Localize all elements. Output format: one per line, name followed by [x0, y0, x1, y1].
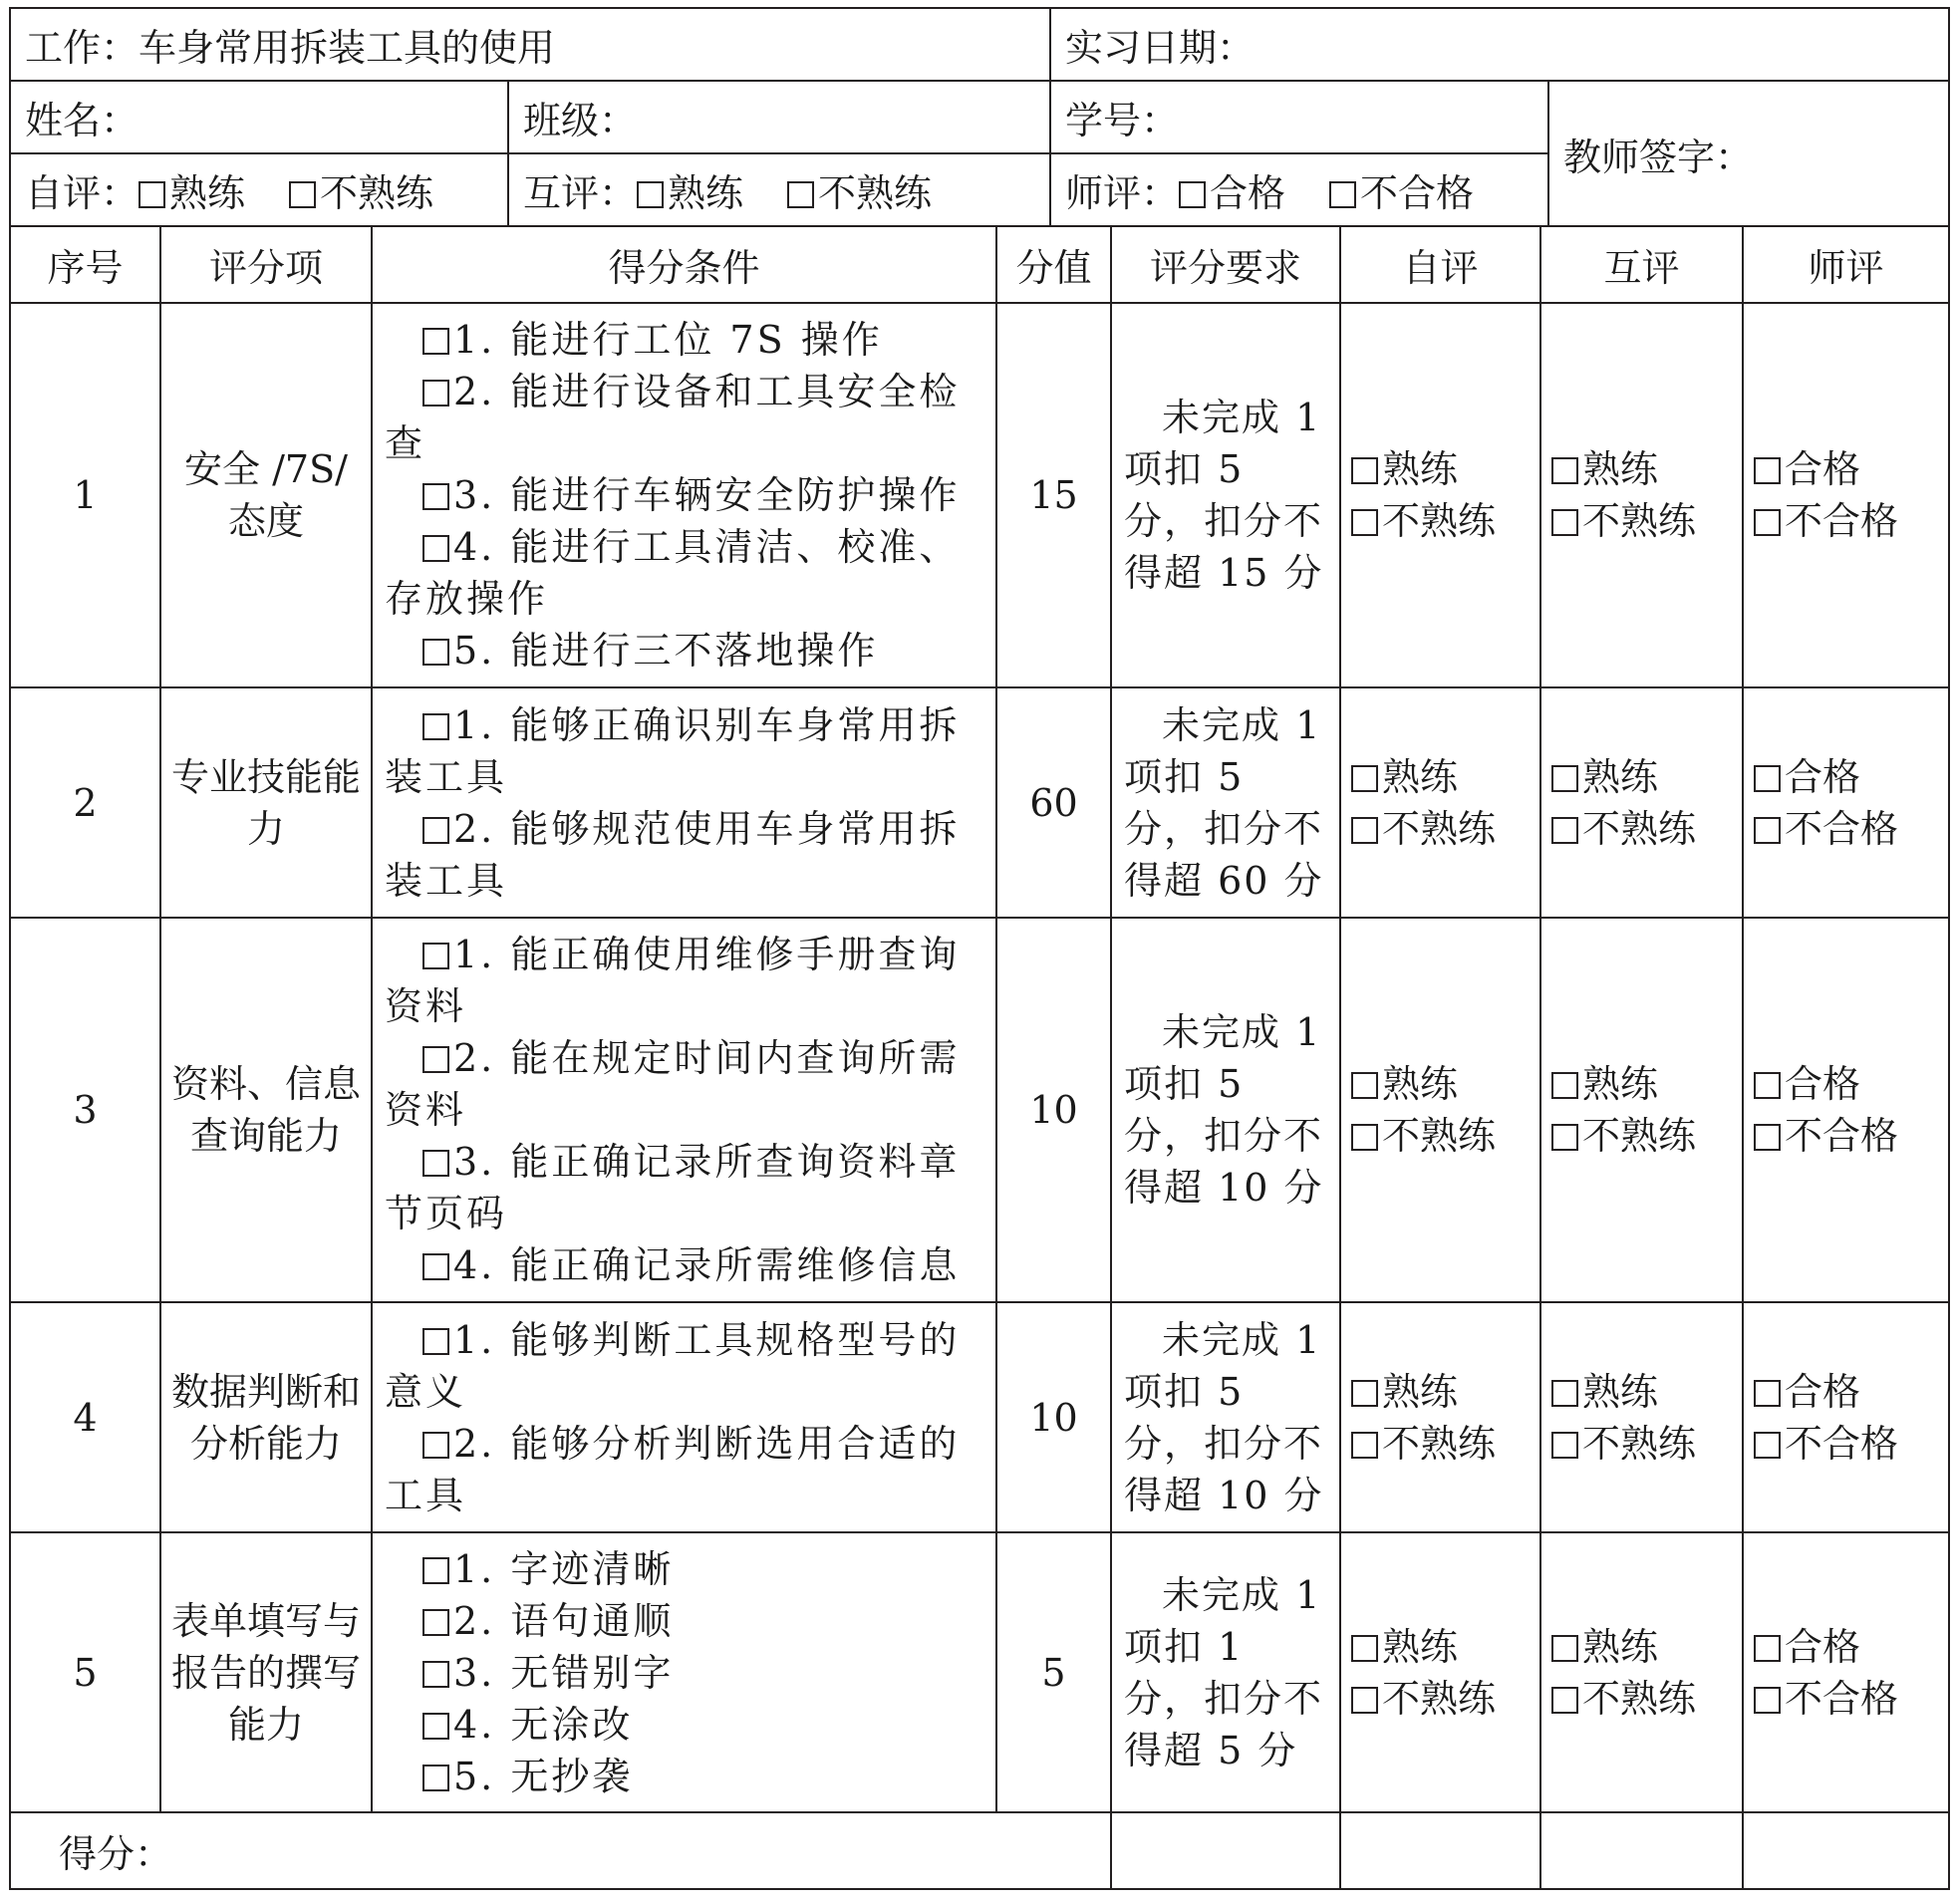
table-header-row [10, 226, 1949, 303]
table-row [10, 687, 1949, 918]
self-eval-option-unskilled [1351, 803, 1539, 855]
self-eval-cell [1340, 303, 1540, 687]
self-eval-summary [10, 153, 508, 226]
self-eval-label: 自评： [25, 171, 140, 215]
total-teacher-cell[interactable] [1743, 1812, 1949, 1889]
table-row [10, 1532, 1949, 1812]
teacher-eval-fail-checkbox[interactable] [1329, 181, 1356, 208]
condition-text: 2. 能在规定时间内查询所需资料 [385, 1036, 961, 1132]
teacher-eval-option-fail [1754, 495, 1948, 547]
self-eval-unskilled-checkbox[interactable] [1351, 509, 1378, 536]
grading-table [9, 225, 1950, 1890]
peer-eval-cell [1540, 687, 1743, 918]
skilled-label: 熟练 [1382, 1369, 1459, 1414]
fail-label: 不合格 [1785, 806, 1899, 851]
score-value: 5 [996, 1532, 1111, 1812]
teacher-signature-field[interactable]: 教师签字： [1548, 81, 1949, 226]
info-header-table [9, 7, 1950, 227]
condition-item [385, 1543, 985, 1595]
self-eval-option-skilled [1351, 751, 1539, 803]
condition-text: 4. 无涂改 [453, 1702, 634, 1747]
condition-item [385, 803, 985, 907]
condition-checkbox[interactable] [422, 1328, 449, 1355]
condition-text: 2. 能够规范使用车身常用拆装工具 [385, 806, 961, 903]
condition-checkbox[interactable] [422, 713, 449, 740]
peer-eval-unskilled-checkbox[interactable] [1551, 1432, 1578, 1459]
peer-eval-cell [1540, 1532, 1743, 1812]
row-number: 3 [10, 918, 160, 1302]
condition-checkbox[interactable] [422, 380, 449, 407]
self-eval-cell [1340, 918, 1540, 1302]
condition-text: 1. 字迹清晰 [453, 1546, 675, 1591]
self-eval-option-skilled [1351, 1058, 1539, 1110]
fail-label: 不合格 [1785, 1676, 1899, 1721]
unskilled-label: 不熟练 [320, 171, 434, 215]
condition-item [385, 1239, 985, 1291]
teacher-eval-fail-checkbox[interactable] [1754, 1687, 1781, 1714]
condition-item [385, 1699, 985, 1751]
conditions-cell [372, 918, 996, 1302]
peer-eval-unskilled-checkbox[interactable] [1551, 817, 1578, 844]
requirement-text: 未完成 1 项扣 5 分，扣分不得超 10 分 [1124, 1317, 1324, 1517]
unskilled-label: 不熟练 [818, 171, 933, 215]
teacher-eval-option-pass [1754, 1366, 1948, 1418]
unskilled-label: 不熟练 [1382, 1676, 1497, 1721]
peer-eval-skilled-checkbox[interactable] [1551, 457, 1578, 484]
condition-text: 3. 能进行车辆安全防护操作 [453, 473, 961, 517]
teacher-eval-fail-checkbox[interactable] [1754, 1432, 1781, 1459]
score-value: 60 [996, 687, 1111, 918]
peer-eval-unskilled-checkbox[interactable] [787, 181, 814, 208]
condition-checkbox[interactable] [422, 1046, 449, 1073]
condition-checkbox[interactable] [422, 535, 449, 562]
requirement-text: 未完成 1 项扣 5 分，扣分不得超 10 分 [1124, 1010, 1324, 1210]
teacher-eval-cell [1743, 687, 1949, 918]
unskilled-label: 不熟练 [1382, 1114, 1497, 1158]
condition-item [385, 469, 985, 521]
condition-text: 2. 能进行设备和工具安全检查 [385, 370, 961, 465]
skilled-label: 熟练 [1582, 447, 1659, 491]
peer-eval-option-unskilled [1551, 1110, 1742, 1162]
row-number: 5 [10, 1532, 160, 1812]
peer-eval-option-skilled [1551, 1058, 1742, 1110]
peer-eval-cell [1540, 918, 1743, 1302]
peer-eval-label: 互评： [523, 171, 638, 215]
teacher-eval-option-fail [1754, 1418, 1948, 1470]
teacher-eval-option-fail [1754, 1110, 1948, 1162]
condition-item [385, 1751, 985, 1802]
condition-text: 4. 能正确记录所需维修信息 [453, 1243, 961, 1287]
condition-text: 4. 能进行工具清洁、校准、存放操作 [385, 525, 961, 621]
self-eval-option-skilled [1351, 1621, 1539, 1673]
teacher-eval-fail-checkbox[interactable] [1754, 509, 1781, 536]
condition-text: 1. 能进行工位 7S 操作 [453, 318, 883, 362]
pass-label: 合格 [1785, 754, 1861, 799]
teacher-eval-cell [1743, 1302, 1949, 1532]
peer-eval-unskilled-checkbox[interactable] [1551, 509, 1578, 536]
practice-date-field[interactable]: 实习日期： [1050, 8, 1949, 81]
teacher-eval-pass-checkbox[interactable] [1754, 1072, 1781, 1099]
requirement-text: 未完成 1 项扣 1 分，扣分不得超 5 分 [1124, 1572, 1324, 1772]
requirement-cell [1111, 1532, 1340, 1812]
table-row [10, 303, 1949, 687]
scoring-item: 专业技能能力 [160, 687, 372, 918]
total-row [10, 1812, 1949, 1889]
fail-label: 不合格 [1785, 1114, 1899, 1158]
self-eval-cell [1340, 687, 1540, 918]
skilled-label: 熟练 [668, 171, 744, 215]
self-eval-skilled-checkbox[interactable] [1351, 457, 1378, 484]
peer-eval-cell [1540, 303, 1743, 687]
unskilled-label: 不熟练 [1382, 1421, 1497, 1466]
peer-eval-unskilled-checkbox[interactable] [1551, 1687, 1578, 1714]
peer-eval-option-skilled [1551, 1366, 1742, 1418]
fail-label: 不合格 [1785, 499, 1899, 543]
teacher-eval-summary [1050, 153, 1548, 226]
condition-item [385, 521, 985, 625]
column-header: 序号 [10, 226, 160, 303]
teacher-eval-pass-checkbox[interactable] [1754, 457, 1781, 484]
requirement-cell [1111, 1302, 1340, 1532]
column-header: 师评 [1743, 226, 1949, 303]
self-eval-option-skilled [1351, 443, 1539, 495]
column-header: 得分条件 [372, 226, 996, 303]
condition-item [385, 1647, 985, 1699]
condition-text: 1. 能够正确识别车身常用拆装工具 [385, 702, 961, 799]
self-eval-unskilled-checkbox[interactable] [1351, 1432, 1378, 1459]
self-eval-cell [1340, 1302, 1540, 1532]
condition-text: 3. 无错别字 [453, 1650, 675, 1695]
condition-item [385, 1418, 985, 1521]
score-value: 10 [996, 918, 1111, 1302]
peer-eval-option-unskilled [1551, 495, 1742, 547]
requirement-text: 未完成 1 项扣 5 分，扣分不得超 60 分 [1124, 702, 1324, 903]
requirement-cell [1111, 918, 1340, 1302]
conditions-cell [372, 687, 996, 918]
total-score-field[interactable]: 得分： [10, 1812, 1111, 1889]
fail-label: 不合格 [1360, 171, 1475, 215]
self-eval-option-unskilled [1351, 495, 1539, 547]
total-requirement-cell [1111, 1812, 1340, 1889]
unskilled-label: 不熟练 [1382, 806, 1497, 851]
condition-checkbox[interactable] [422, 1150, 449, 1177]
skilled-label: 熟练 [1582, 1062, 1659, 1106]
requirement-text: 未完成 1 项扣 5 分，扣分不得超 15 分 [1124, 396, 1324, 595]
condition-checkbox[interactable] [422, 1432, 449, 1459]
teacher-eval-label: 师评： [1065, 171, 1180, 215]
teacher-eval-option-fail [1754, 1673, 1948, 1725]
peer-eval-cell [1540, 1302, 1743, 1532]
pass-label: 合格 [1785, 447, 1861, 491]
teacher-eval-pass-checkbox[interactable] [1754, 1380, 1781, 1407]
self-eval-option-unskilled [1351, 1673, 1539, 1725]
peer-eval-unskilled-checkbox[interactable] [1551, 1124, 1578, 1151]
self-eval-unskilled-checkbox[interactable] [1351, 817, 1378, 844]
teacher-eval-option-pass [1754, 443, 1948, 495]
peer-eval-option-skilled [1551, 443, 1742, 495]
unskilled-label: 不熟练 [1382, 499, 1497, 543]
self-eval-option-unskilled [1351, 1110, 1539, 1162]
row-number: 4 [10, 1302, 160, 1532]
requirement-cell [1111, 303, 1340, 687]
unskilled-label: 不熟练 [1582, 806, 1697, 851]
condition-text: 1. 能正确使用维修手册查询资料 [385, 933, 961, 1028]
teacher-eval-pass-checkbox[interactable] [1754, 765, 1781, 792]
condition-item [385, 1136, 985, 1239]
conditions-cell [372, 1302, 996, 1532]
self-eval-unskilled-checkbox[interactable] [1351, 1687, 1378, 1714]
column-header: 自评 [1340, 226, 1540, 303]
requirement-cell [1111, 687, 1340, 918]
class-field[interactable]: 班级： [508, 81, 1050, 153]
condition-text: 2. 能够分析判断选用合适的工具 [385, 1421, 961, 1517]
pass-label: 合格 [1210, 171, 1286, 215]
peer-eval-skilled-checkbox[interactable] [1551, 765, 1578, 792]
condition-text: 1. 能够判断工具规格型号的意义 [385, 1317, 961, 1414]
skilled-label: 熟练 [1582, 1369, 1659, 1414]
student-id-field[interactable]: 学号： [1050, 81, 1548, 153]
peer-eval-skilled-checkbox[interactable] [637, 181, 664, 208]
unskilled-label: 不熟练 [1582, 1676, 1697, 1721]
work-title: 工作：车身常用拆装工具的使用 [10, 8, 1050, 81]
condition-item [385, 929, 985, 1032]
peer-eval-option-unskilled [1551, 803, 1742, 855]
condition-checkbox[interactable] [422, 483, 449, 510]
skilled-label: 熟练 [1582, 754, 1659, 799]
teacher-eval-pass-checkbox[interactable] [1754, 1635, 1781, 1662]
teacher-eval-option-pass [1754, 1621, 1948, 1673]
self-eval-option-skilled [1351, 1366, 1539, 1418]
peer-eval-skilled-checkbox[interactable] [1551, 1072, 1578, 1099]
condition-checkbox[interactable] [422, 1661, 449, 1688]
condition-item [385, 314, 985, 366]
column-header: 评分项 [160, 226, 372, 303]
teacher-eval-option-pass [1754, 751, 1948, 803]
total-peer-cell[interactable] [1540, 1812, 1743, 1889]
condition-item [385, 699, 985, 803]
peer-eval-skilled-checkbox[interactable] [1551, 1635, 1578, 1662]
pass-label: 合格 [1785, 1062, 1861, 1106]
column-header: 评分要求 [1111, 226, 1340, 303]
teacher-eval-cell [1743, 1532, 1949, 1812]
column-header: 分值 [996, 226, 1111, 303]
conditions-cell [372, 1532, 996, 1812]
teacher-eval-fail-checkbox[interactable] [1754, 1124, 1781, 1151]
condition-checkbox[interactable] [422, 1253, 449, 1280]
table-row [10, 918, 1949, 1302]
peer-eval-skilled-checkbox[interactable] [1551, 1380, 1578, 1407]
teacher-eval-cell [1743, 303, 1949, 687]
condition-item [385, 1595, 985, 1647]
scoring-item: 表单填写与报告的撰写能力 [160, 1532, 372, 1812]
self-eval-skilled-checkbox[interactable] [1351, 765, 1378, 792]
column-header: 互评 [1540, 226, 1743, 303]
skilled-label: 熟练 [169, 171, 246, 215]
condition-checkbox[interactable] [422, 1557, 449, 1584]
condition-text: 5. 能进行三不落地操作 [453, 629, 879, 673]
condition-checkbox[interactable] [422, 817, 449, 844]
scoring-item: 资料、信息查询能力 [160, 918, 372, 1302]
condition-text: 5. 无抄袭 [453, 1754, 634, 1798]
self-eval-skilled-checkbox[interactable] [1351, 1072, 1378, 1099]
condition-text: 3. 能正确记录所查询资料章节页码 [385, 1140, 961, 1235]
scoring-item: 数据判断和分析能力 [160, 1302, 372, 1532]
condition-checkbox[interactable] [422, 639, 449, 666]
fail-label: 不合格 [1785, 1421, 1899, 1466]
self-eval-skilled-checkbox[interactable] [1351, 1635, 1378, 1662]
condition-checkbox[interactable] [422, 943, 449, 969]
score-value: 10 [996, 1302, 1111, 1532]
conditions-cell [372, 303, 996, 687]
condition-text: 2. 语句通顺 [453, 1598, 675, 1643]
condition-item [385, 1032, 985, 1136]
unskilled-label: 不熟练 [1582, 1114, 1697, 1158]
skilled-label: 熟练 [1382, 1062, 1459, 1106]
teacher-eval-fail-checkbox[interactable] [1754, 817, 1781, 844]
self-eval-skilled-checkbox[interactable] [139, 181, 165, 208]
condition-checkbox[interactable] [422, 1765, 449, 1791]
self-eval-unskilled-checkbox[interactable] [289, 181, 316, 208]
pass-label: 合格 [1785, 1624, 1861, 1669]
self-eval-option-unskilled [1351, 1418, 1539, 1470]
teacher-eval-option-fail [1754, 803, 1948, 855]
peer-eval-option-skilled [1551, 751, 1742, 803]
total-self-cell[interactable] [1340, 1812, 1540, 1889]
condition-item [385, 366, 985, 469]
peer-eval-summary [508, 153, 1050, 226]
self-eval-cell [1340, 1532, 1540, 1812]
unskilled-label: 不熟练 [1582, 499, 1697, 543]
condition-checkbox[interactable] [422, 328, 449, 355]
condition-checkbox[interactable] [422, 1609, 449, 1636]
teacher-eval-option-pass [1754, 1058, 1948, 1110]
condition-item [385, 1314, 985, 1418]
unskilled-label: 不熟练 [1582, 1421, 1697, 1466]
skilled-label: 熟练 [1382, 754, 1459, 799]
teacher-eval-cell [1743, 918, 1949, 1302]
self-eval-skilled-checkbox[interactable] [1351, 1380, 1378, 1407]
condition-checkbox[interactable] [422, 1713, 449, 1740]
name-field[interactable]: 姓名： [10, 81, 508, 153]
condition-item [385, 625, 985, 677]
peer-eval-option-unskilled [1551, 1673, 1742, 1725]
peer-eval-option-unskilled [1551, 1418, 1742, 1470]
pass-label: 合格 [1785, 1369, 1861, 1414]
self-eval-unskilled-checkbox[interactable] [1351, 1124, 1378, 1151]
score-value: 15 [996, 303, 1111, 687]
peer-eval-option-skilled [1551, 1621, 1742, 1673]
row-number: 1 [10, 303, 160, 687]
skilled-label: 熟练 [1382, 447, 1459, 491]
row-number: 2 [10, 687, 160, 918]
scoring-item: 安全 /7S/ 态度 [160, 303, 372, 687]
table-row [10, 1302, 1949, 1532]
teacher-eval-pass-checkbox[interactable] [1179, 181, 1206, 208]
skilled-label: 熟练 [1382, 1624, 1459, 1669]
skilled-label: 熟练 [1582, 1624, 1659, 1669]
